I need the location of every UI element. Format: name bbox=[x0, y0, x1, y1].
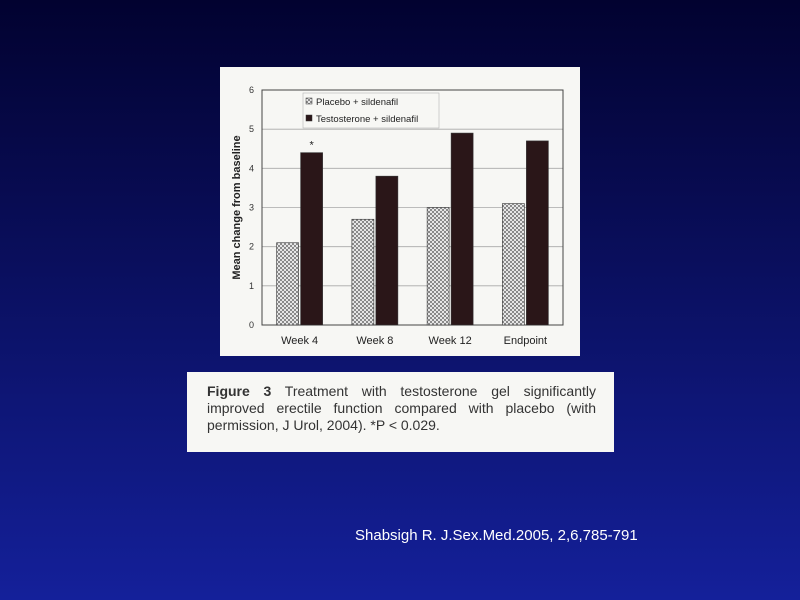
y-tick-label: 1 bbox=[248, 280, 254, 291]
y-tick-label: 3 bbox=[248, 202, 254, 213]
legend-swatch bbox=[306, 115, 312, 121]
x-category-label: Endpoint bbox=[503, 335, 548, 347]
x-category-label: Week 8 bbox=[356, 335, 394, 347]
caption-label: Figure 3 bbox=[207, 383, 272, 399]
legend-label: Testosterone + sildenafil bbox=[316, 114, 419, 125]
figure-caption bbox=[187, 372, 614, 452]
legend-swatch bbox=[306, 98, 312, 104]
y-tick-label: 0 bbox=[248, 320, 254, 330]
testosterone-bar bbox=[376, 176, 398, 325]
citation-text: Shabsigh R. J.Sex.Med.2005, 2,6,785-791 bbox=[355, 527, 638, 544]
legend-label: Placebo + sildenafil bbox=[316, 97, 399, 108]
placebo-bar bbox=[277, 243, 299, 325]
y-tick-label: 4 bbox=[248, 163, 254, 174]
chart-panel bbox=[220, 67, 580, 356]
testosterone-bar bbox=[451, 133, 473, 325]
y-axis-label: Mean change from baseline bbox=[231, 135, 243, 280]
y-tick-label: 2 bbox=[248, 241, 254, 252]
y-tick-label: 5 bbox=[248, 124, 254, 135]
placebo-bar bbox=[427, 208, 449, 326]
caption-text: Treatment with testosterone gel significantly improved erectile function compared with placebo (with permission, J Urol, 2004). *P < 0.029. bbox=[207, 383, 596, 433]
significance-asterisk: * bbox=[309, 139, 314, 152]
testosterone-bar bbox=[526, 141, 548, 325]
x-category-label: Week 4 bbox=[281, 335, 319, 347]
bar-chart bbox=[220, 67, 580, 356]
x-category-label: Week 12 bbox=[428, 335, 472, 347]
testosterone-bar bbox=[301, 153, 323, 325]
y-tick-label: 6 bbox=[248, 85, 254, 95]
placebo-bar bbox=[352, 219, 374, 325]
placebo-bar bbox=[502, 204, 524, 325]
